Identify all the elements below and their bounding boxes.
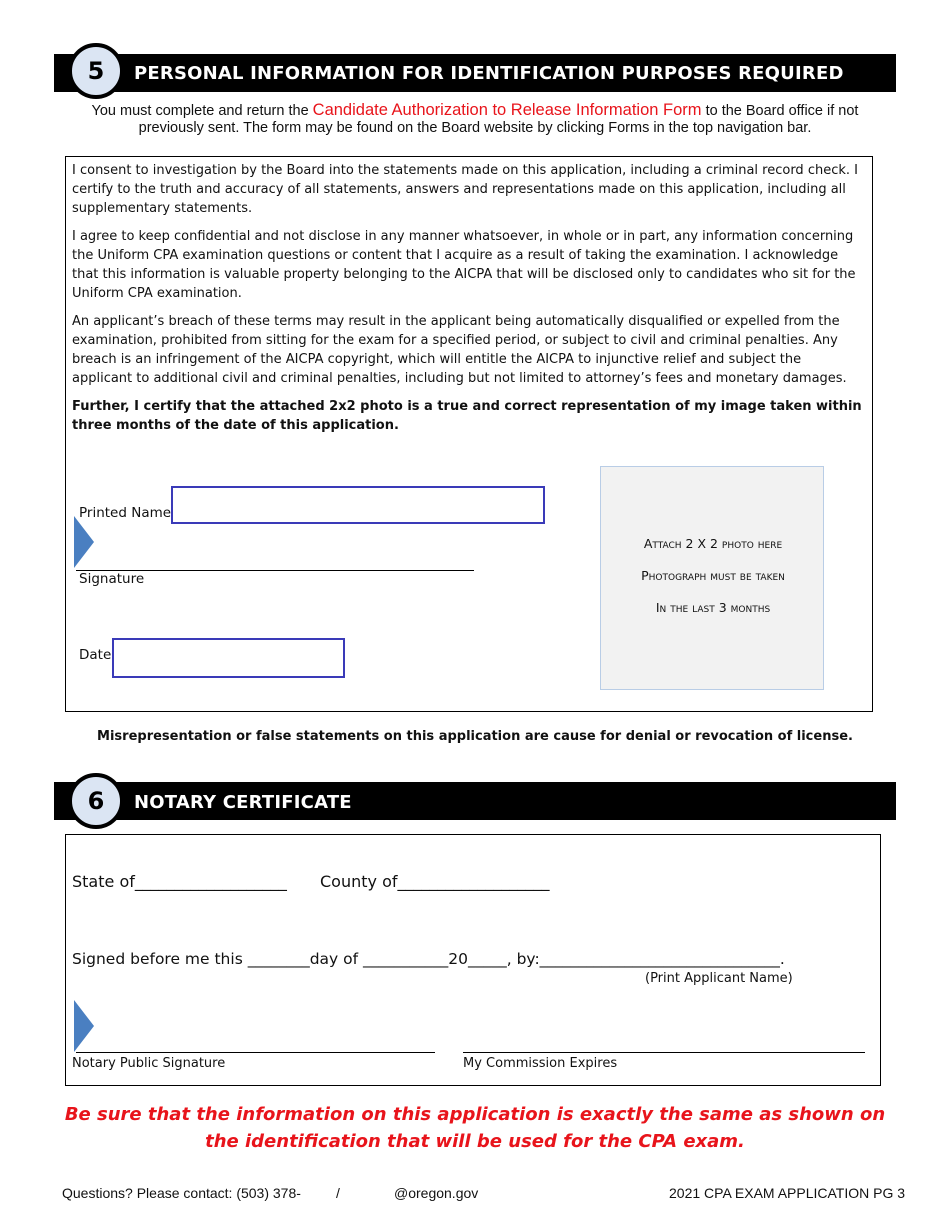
photo-instruction-line-2: Photograph must be taken xyxy=(641,568,785,583)
state-of-field[interactable]: State of___________________ xyxy=(72,872,287,891)
photo-instruction-line-3: In the last 3 months xyxy=(655,600,771,615)
authorization-form-link[interactable]: Candidate Authorization to Release Information Form xyxy=(312,101,702,119)
consent-paragraph-1: I consent to investigation by the Board into the statements made on this application, including a criminal record check. I certify to the truth and accuracy of all statements, answers and representations made on this application, including all supplementary statements. xyxy=(72,163,858,216)
signature-line[interactable] xyxy=(76,556,474,571)
section-5-number-badge: 5 xyxy=(68,43,124,99)
section-6-title: NOTARY CERTIFICATE xyxy=(134,792,352,813)
notary-public-signature-label: Notary Public Signature xyxy=(72,1056,226,1071)
signed-before-me-line[interactable]: Signed before me this ________day of ___________20_____, by:_______________________________. xyxy=(72,950,785,968)
county-of-field[interactable]: County of___________________ xyxy=(320,872,550,891)
photo-instruction-line-1: Attach 2 X 2 photo here xyxy=(643,536,783,551)
print-applicant-name-label: (Print Applicant Name) xyxy=(645,971,793,986)
photo-attachment-area xyxy=(600,466,824,690)
misrepresentation-notice: Misrepresentation or false statements on this application are cause for denial or revocation of license. xyxy=(97,729,853,744)
photo-certification-statement: Further, I certify that the attached 2x2 photo is a true and correct representation of my image taken within three months of the date of this application. xyxy=(72,399,862,433)
intro-text-after: to the Board office if not previously sent. The form may be found on the Board website by clicking Forms in the top navigation bar. xyxy=(138,103,859,136)
commission-expires-line[interactable] xyxy=(463,1038,865,1053)
intro-instructions xyxy=(62,102,888,137)
identification-warning: Be sure that the information on this application is exactly the same as shown on the identification that will be used for the CPA exam. xyxy=(64,1104,886,1152)
signature-label: Signature xyxy=(79,571,145,587)
notary-signature-line[interactable] xyxy=(76,1038,435,1053)
consent-paragraph-2: I agree to keep confidential and not disclose in any manner whatsoever, in whole or in part, any information concerning the Uniform CPA examination questions or content that I acquire as a result of taking the examination. I acknowledge that this information is valuable property belonging to the AICPA that will be disclosed only to candidates who sit for the Uniform CPA examination. xyxy=(72,229,856,301)
date-label: Date xyxy=(79,647,112,663)
consent-paragraph-3: An applicant’s breach of these terms may result in the applicant being automatically disqualified or expelled from the examination, prohibited from sitting for the exam for a specified period, or subject to civil and criminal penalties. Any breach is an infringement of the AICPA copyright, which will entitle the AICPA to injunctive relief and subject the applicant to additional civil and criminal penalties, including but not limited to attorney’s fees and monetary damages. xyxy=(72,314,847,386)
footer-contact: Questions? Please contact: (503) 378- xyxy=(62,1185,301,1201)
footer-page-label: 2021 CPA EXAM APPLICATION PG 3 xyxy=(669,1185,906,1201)
commission-expires-label: My Commission Expires xyxy=(463,1056,618,1071)
footer-email[interactable]: @oregon.gov xyxy=(394,1185,479,1201)
printed-name-input[interactable] xyxy=(171,486,545,524)
intro-text-before: You must complete and return the xyxy=(91,103,313,119)
footer-slash: / xyxy=(336,1185,340,1201)
printed-name-label: Printed Name xyxy=(79,505,172,521)
section-5-title: PERSONAL INFORMATION FOR IDENTIFICATION PURPOSES REQUIRED xyxy=(134,63,844,84)
section-6-number-badge: 6 xyxy=(68,773,124,829)
date-input[interactable] xyxy=(112,638,345,678)
